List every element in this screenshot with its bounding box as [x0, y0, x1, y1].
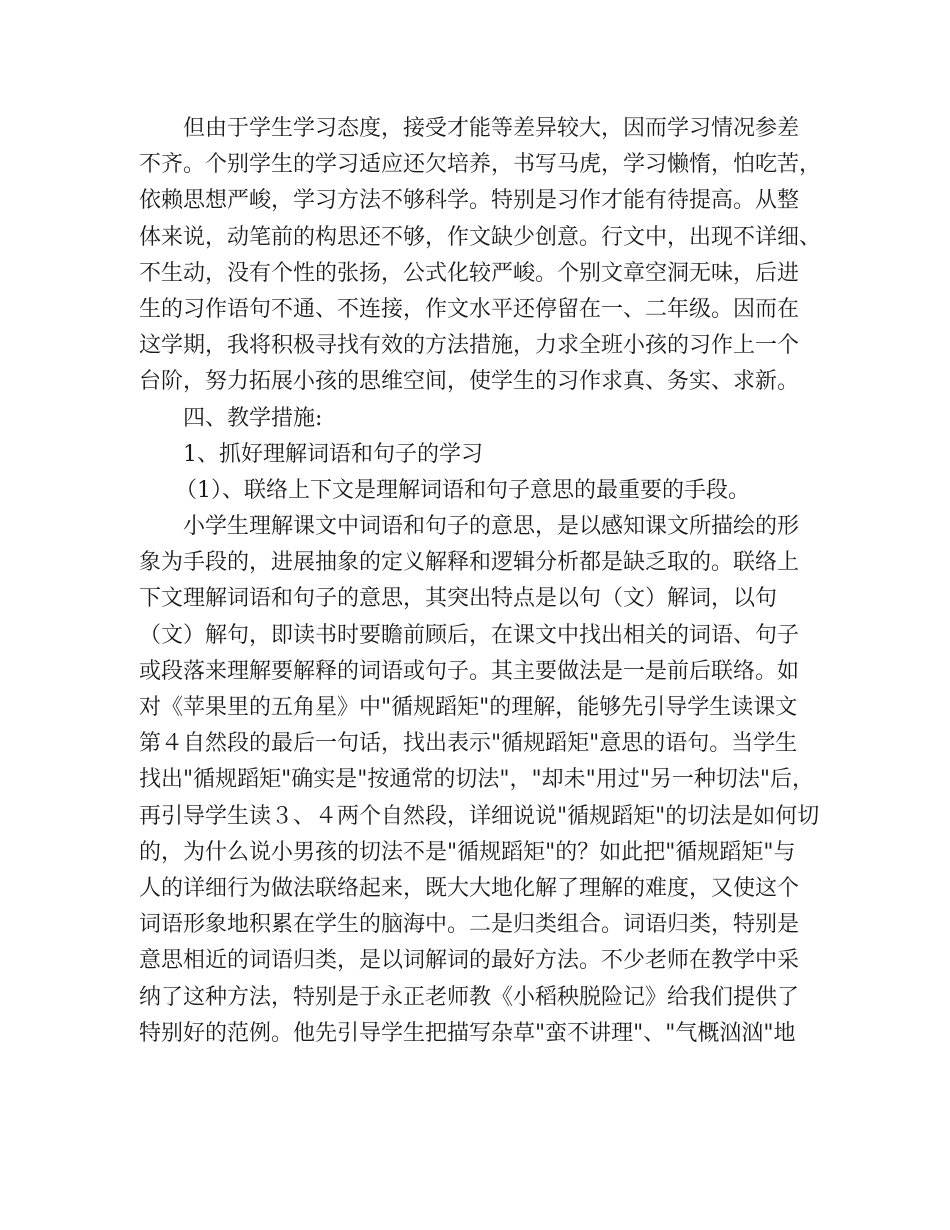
text-line: 生的习作语句不通、不连接，作文水平还停留在一、二年级。因而在 [139, 296, 800, 322]
text-line: 或段落来理解要解释的词语或句子。其主要做法是一是前后联络。如 [139, 658, 800, 684]
section-heading: 四、教学措施: [183, 405, 323, 431]
text-line: 小学生理解课文中词语和句子的意思，是以感知课文所描绘的形 [183, 514, 800, 540]
text-line: 词语形象地积累在学生的脑海中。二是归类组合。词语归类，特别是 [139, 912, 800, 938]
text-line: 这学期，我将积极寻找有效的方法措施，力求全班小孩的习作上一个 [139, 333, 800, 359]
sub-item-heading: （1）、联络上下文是理解词语和句子意思的最重要的手段。 [175, 477, 750, 503]
text-line: 特别好的范例。他先引导学生把描写杂草"蛮不讲理"、"气概汹汹"地 [139, 1020, 796, 1046]
text-line: 的，为什么说小男孩的切法不是"循规蹈矩"的？如此把"循规蹈矩"与 [139, 839, 796, 865]
text-line: 第４自然段的最后一句话，找出表示"循规蹈矩"意思的语句。当学生 [139, 731, 798, 757]
text-line: 不生动，没有个性的张扬，公式化较严峻。个别文章空洞无味，后进 [139, 260, 800, 286]
text-line: 下文理解词语和句子的意思，其突出特点是以句（文）解词，以句 [139, 586, 778, 612]
text-line: 依赖思想严峻，学习方法不够科学。特别是习作才能有待提高。从整 [139, 188, 800, 214]
text-line: 体来说，动笔前的构思还不够，作文缺少创意。行文中，出现不详细、 [139, 224, 822, 250]
body-text [139, 111, 829, 1052]
subsection-heading: 1、抓好理解词语和句子的学习 [183, 441, 483, 467]
text-line: 纳了这种方法，特别是于永正老师教《小稻秧脱险记》给我们提供了 [139, 984, 800, 1010]
text-line: 人的详细行为做法联络起来，既大大地化解了理解的难度，又使这个 [139, 875, 800, 901]
text-line: 再引导学生读３、４两个自然段，详细说说"循规蹈矩"的切法是如何切 [139, 803, 820, 829]
text-line: 不齐。个别学生的学习适应还欠培养，书写马虎，学习懒惰，怕吃苦， [139, 152, 822, 178]
text-line: （文）解句，即读书时要瞻前顾后，在课文中找出相关的词语、句子 [139, 622, 800, 648]
text-line: 但由于学生学习态度，接受才能等差异较大，因而学习情况参差 [183, 116, 800, 141]
text-line: 对《苹果里的五角星》中"循规蹈矩"的理解，能够先引导学生读课文 [139, 695, 798, 720]
text-line: 象为手段的，进展抽象的定义解释和逻辑分析都是缺乏取的。联络上 [139, 550, 800, 576]
text-line: 意思相近的词语归类，是以词解词的最好方法。不少老师在教学中采 [139, 948, 800, 974]
text-line: 找出"循规蹈矩"确实是"按通常的切法"，"却未"用过"另一种切法"后， [139, 767, 814, 793]
text-line: 台阶，努力拓展小孩的思维空间，使学生的习作求真、务实、求新。 [139, 369, 800, 395]
